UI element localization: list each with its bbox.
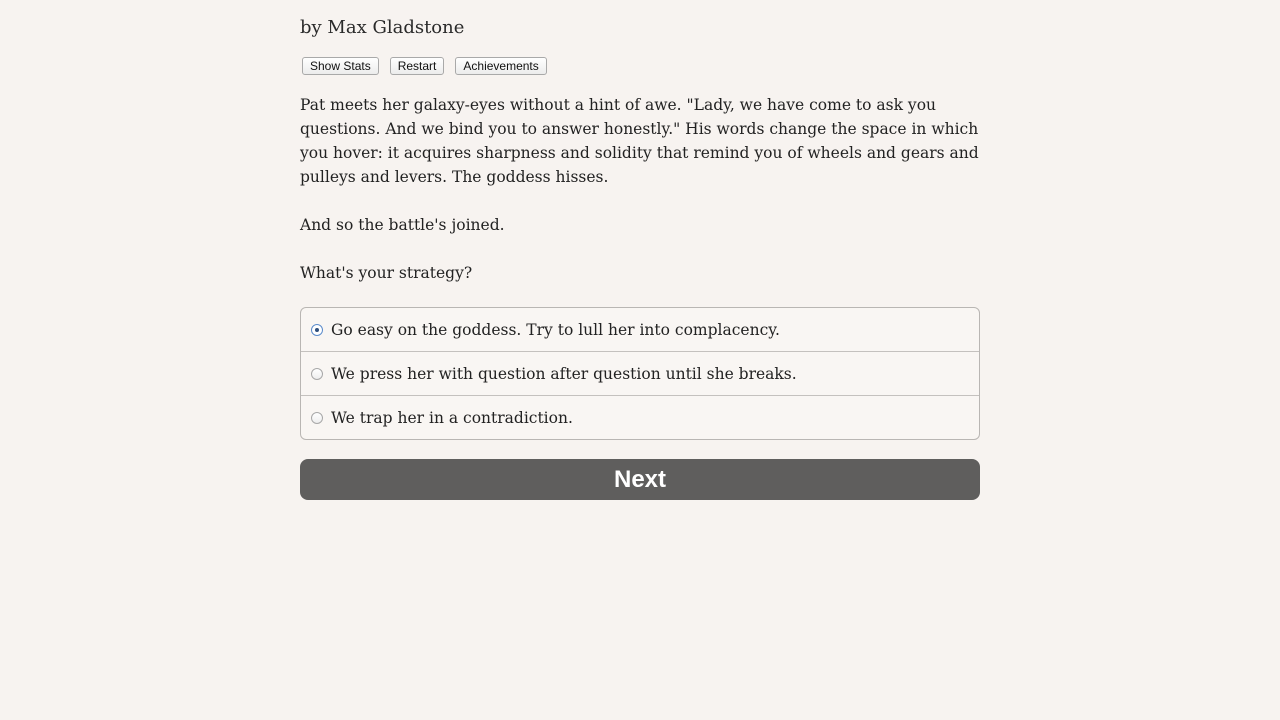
author-line: by Max Gladstone bbox=[300, 17, 465, 38]
radio-button-selected[interactable] bbox=[311, 324, 323, 336]
restart-button[interactable]: Restart bbox=[390, 57, 445, 75]
strategy-prompt: What's your strategy? bbox=[300, 264, 473, 282]
choice-option-press[interactable] bbox=[301, 351, 979, 395]
story-paragraph: And so the battle's joined. bbox=[300, 216, 505, 234]
story-text bbox=[300, 93, 980, 285]
choice-label: We trap her in a contradiction. bbox=[331, 408, 573, 427]
choice-option-go-easy[interactable] bbox=[301, 308, 979, 351]
achievements-button[interactable]: Achievements bbox=[455, 57, 546, 75]
toolbar bbox=[300, 57, 980, 75]
show-stats-button[interactable]: Show Stats bbox=[302, 57, 379, 75]
radio-button[interactable] bbox=[311, 368, 323, 380]
choice-label: We press her with question after question until she breaks. bbox=[331, 364, 797, 383]
choice-label: Go easy on the goddess. Try to lull her into complacency. bbox=[331, 320, 780, 339]
choice-list bbox=[300, 307, 980, 440]
choice-option-contradiction[interactable] bbox=[301, 395, 979, 439]
next-button[interactable]: Next bbox=[300, 459, 980, 500]
radio-button[interactable] bbox=[311, 412, 323, 424]
story-paragraph: Pat meets her galaxy-eyes without a hint of awe. "Lady, we have come to ask you questions. And we bind you to answer honestly." His words change the space in which you hover: it acquires sharpness and solidity that remind you of wheels and gears and pulleys and levers. The goddess hisses. bbox=[300, 96, 979, 186]
game-container bbox=[300, 0, 980, 500]
